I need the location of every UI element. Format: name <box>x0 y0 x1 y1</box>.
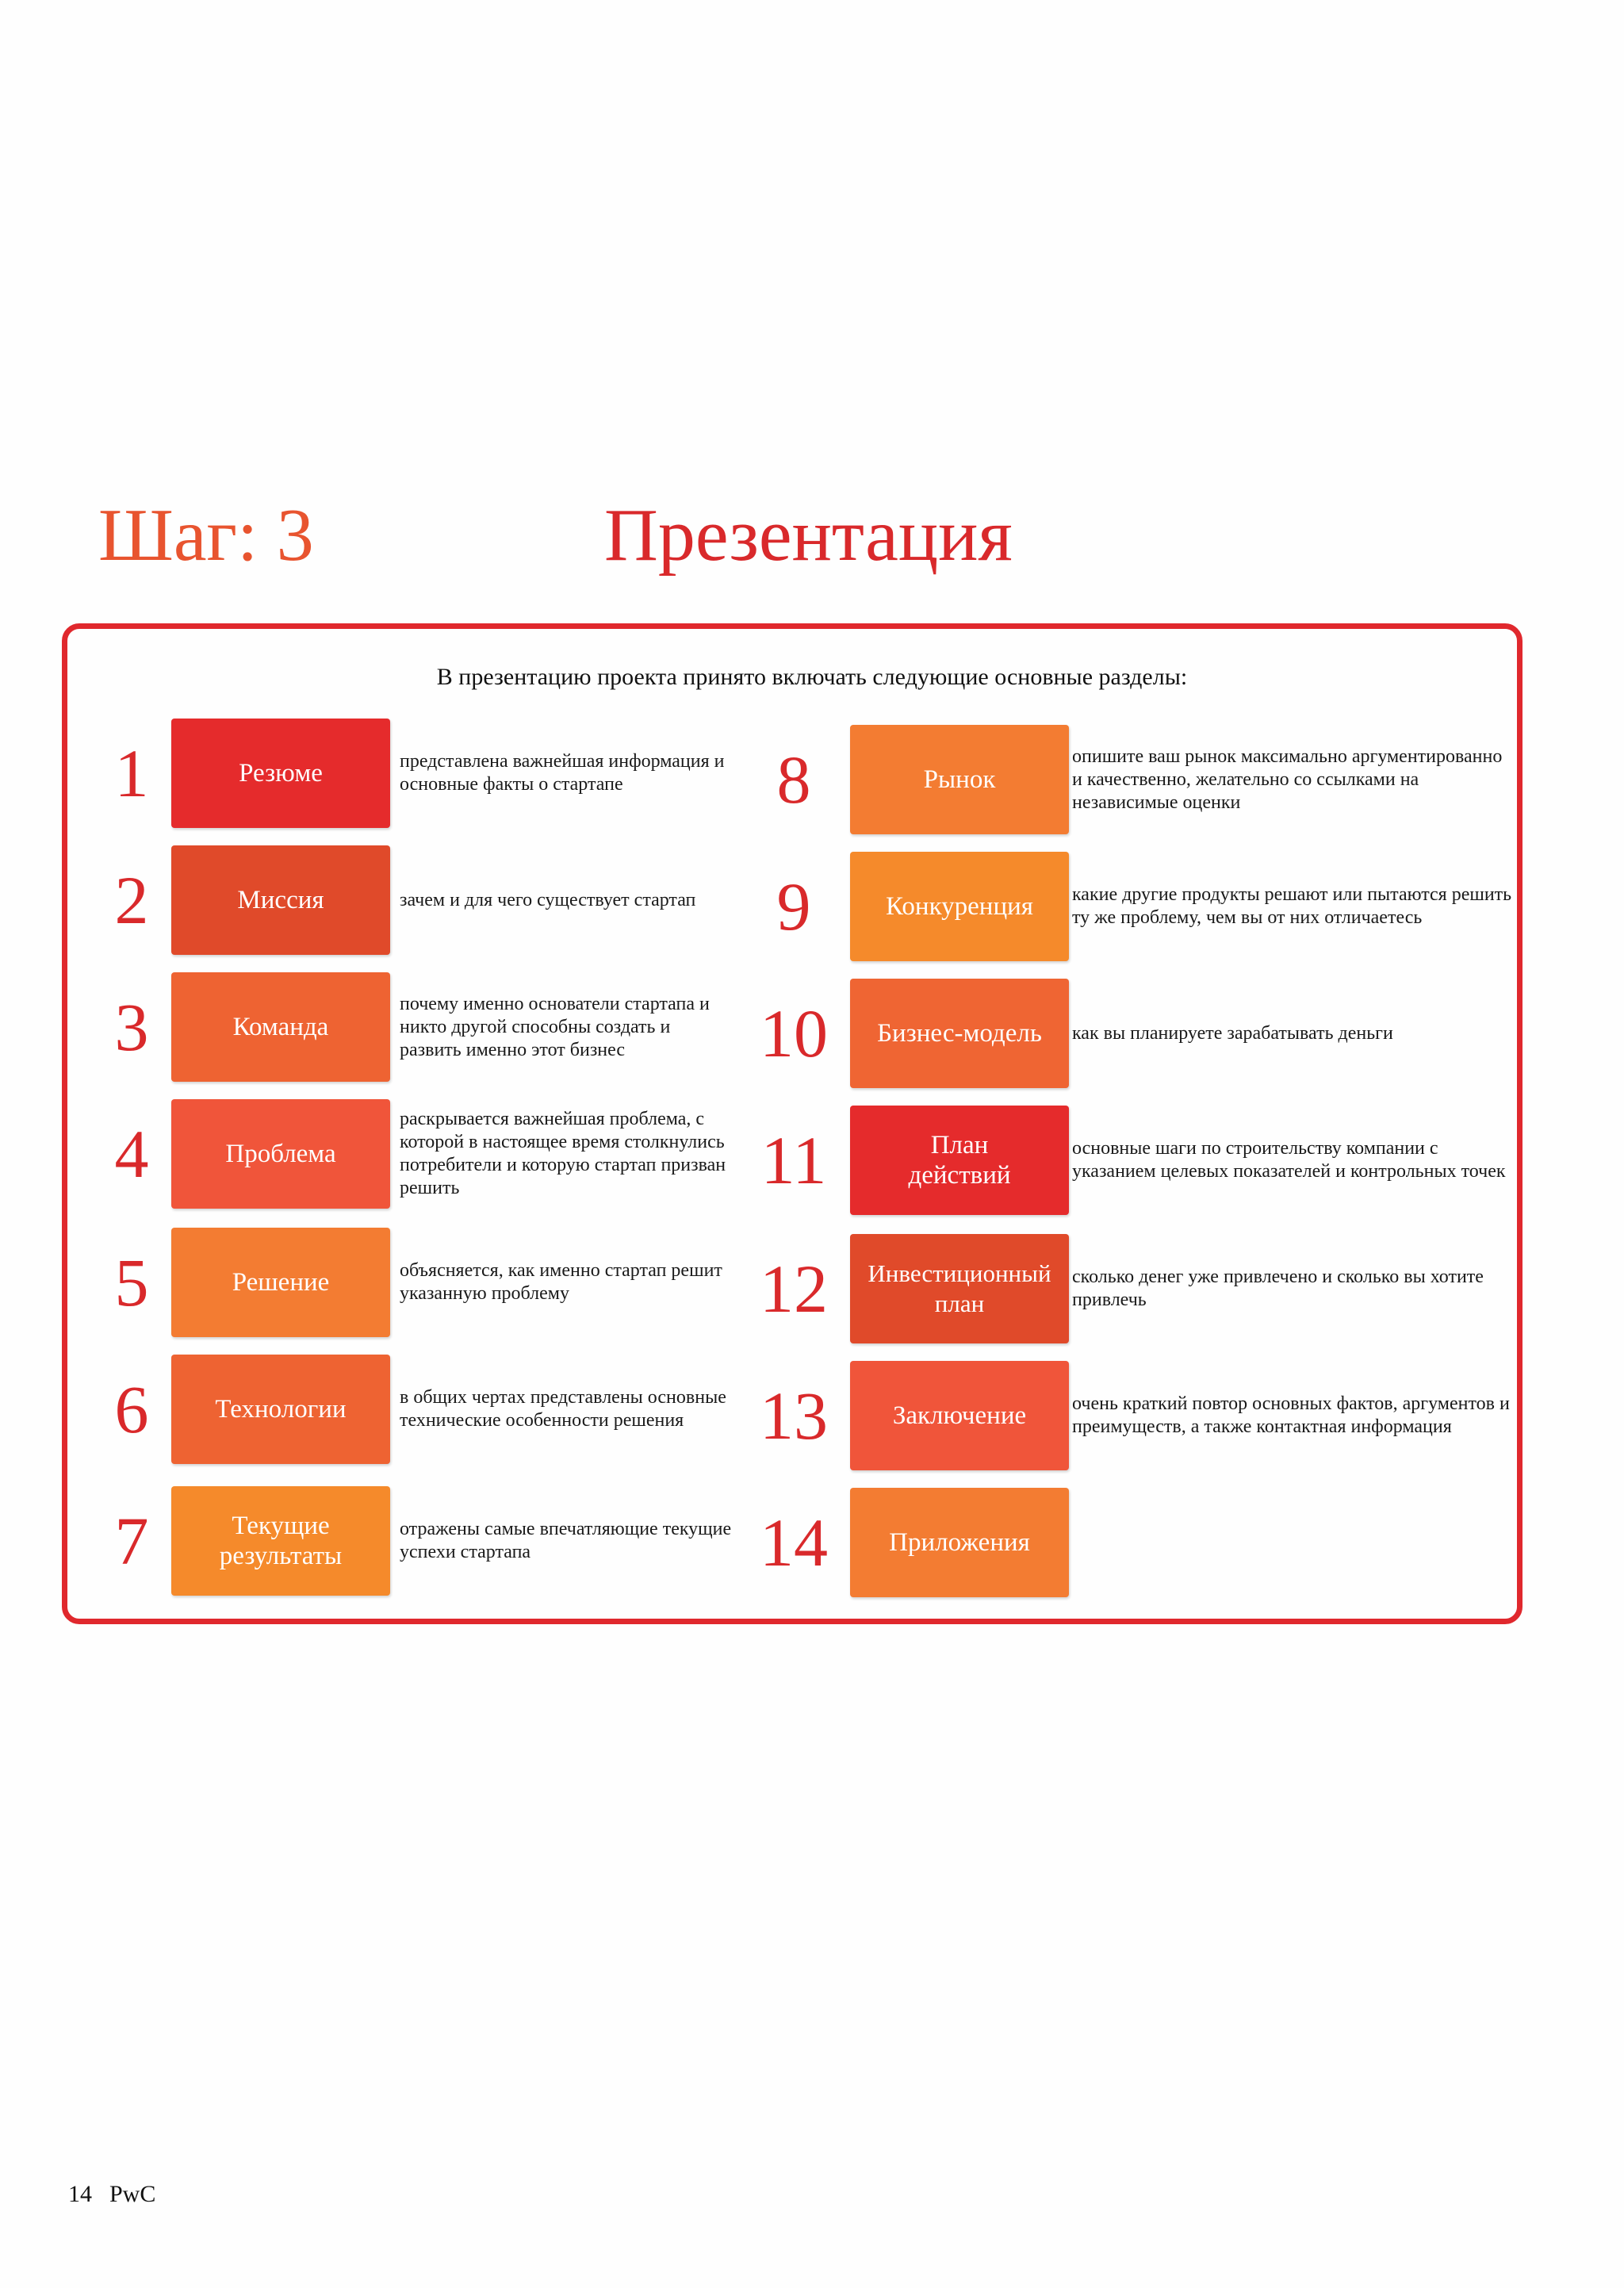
section-description: опишите ваш рынок максимально аргументированно и качественно, желательно со ссылками на независимые оценки <box>1072 745 1503 813</box>
section-description: очень краткий повтор основных фактов, аргументов и преимуществ, а также контактная информация <box>1072 1393 1510 1437</box>
section-description <box>1072 1488 1516 1597</box>
section-number: 2 <box>114 862 149 938</box>
section-description: объясняется, как именно стартап решит указанную проблему <box>400 1260 722 1304</box>
section-label: Миссия <box>171 845 390 955</box>
page-title: Презентация <box>604 494 1013 577</box>
section-label: Резюме <box>171 719 390 828</box>
section-number: 6 <box>114 1371 149 1447</box>
section-description: какие другие продукты решают или пытаются решить ту же проблему, чем вы от них отличаетесь <box>1072 884 1512 928</box>
step-label: Шаг: 3 <box>98 494 314 577</box>
section-label: Рынок <box>850 725 1069 834</box>
section-number: 11 <box>760 1122 827 1198</box>
section-number: 9 <box>776 868 811 945</box>
section-description: раскрывается важнейшая проблема, с которой в настоящее время столкнулись потребители и которую стартап призван решить <box>400 1109 726 1198</box>
section-label: Решение <box>171 1228 390 1337</box>
section-description: в общих чертах представлены основные технические особенности решения <box>400 1387 726 1431</box>
intro-text: В презентацию проекта принято включать следующие основные разделы: <box>436 664 1188 690</box>
section-description: сколько денег уже привлечено и сколько вы хотите привлечь <box>1072 1267 1484 1310</box>
section-label: Проблема <box>171 1099 390 1209</box>
section-description: отражены самые впечатляющие текущие успехи стартапа <box>400 1519 732 1562</box>
section-number: 8 <box>776 742 811 818</box>
section-label: Технологии <box>171 1355 390 1464</box>
section-label: Приложения <box>850 1488 1069 1597</box>
section-description: почему именно основатели стартапа и никто другой способны создать и развить именно этот бизнес <box>400 993 710 1060</box>
section-number: 14 <box>760 1504 828 1581</box>
section-label: Команда <box>171 972 390 1082</box>
section-label: Заключение <box>850 1361 1069 1470</box>
section-label: Инвестиционный план <box>850 1234 1069 1343</box>
page-footer <box>68 2181 155 2208</box>
section-number: 13 <box>760 1378 828 1454</box>
section-label: Текущие результаты <box>171 1486 390 1596</box>
section-description: представлена важнейшая информация и основные факты о стартапе <box>400 751 725 795</box>
section-description: основные шаги по строительству компании с указанием целевых показателей и контрольных точек <box>1072 1138 1506 1182</box>
section-label: Бизнес-модель <box>850 979 1069 1088</box>
brand-name: PwC <box>109 2181 156 2207</box>
page-number: 14 <box>68 2181 92 2207</box>
section-number: 12 <box>760 1251 828 1327</box>
section-label: План действий <box>850 1106 1069 1215</box>
section-number: 1 <box>114 735 149 811</box>
section-description: как вы планируете зарабатывать деньги <box>1072 1022 1393 1044</box>
section-number: 7 <box>114 1503 149 1579</box>
section-number: 5 <box>114 1244 149 1320</box>
section-label: Конкуренция <box>850 852 1069 961</box>
section-number: 4 <box>114 1116 149 1192</box>
section-number: 10 <box>760 995 828 1071</box>
section-number: 3 <box>114 989 149 1065</box>
section-description: зачем и для чего существует стартап <box>400 889 696 910</box>
